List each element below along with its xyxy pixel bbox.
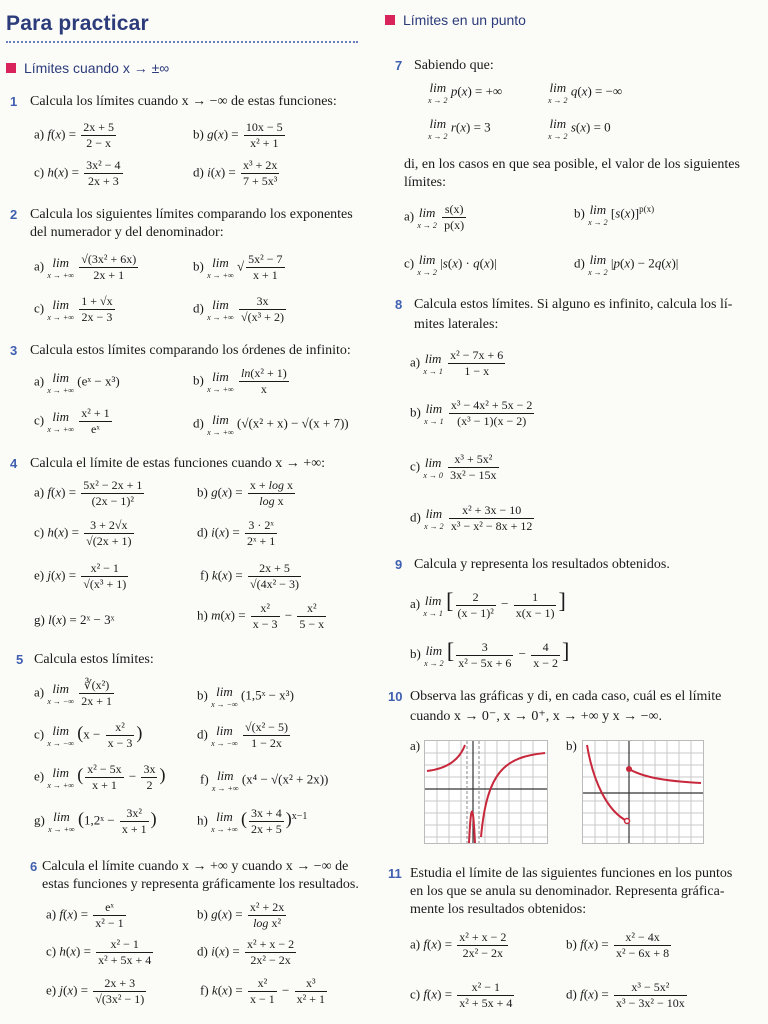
exercise-number: 7 [395,58,403,73]
exercise-1-item-d: d) i(x) = $\frac{\text{x³ + 2x}}{\text{7 + 5x³}}$ [193,158,278,188]
exercise-number: 11 [388,866,402,881]
exercise-8-statement-2: mites laterales: [414,317,499,332]
exercise-11-statement-1: Estudia el límite de las siguientes funciones en los puntos [410,866,733,881]
exercise-2-item-b: b) lim x → +∞ √ $\frac{\text{5x² − 7}}{x + 1}$ [193,252,283,282]
exercise-5-item-f: f) lim x → +∞ (x⁴ − √(x² + 2x)) [200,768,329,793]
exercise-10-statement-1: Observa las gráficas y di, en cada caso, cuál es el límite [410,689,722,704]
exercise-2-item-d: d) lim x → +∞ $\frac{3x}{\text{√(x³ + 2)}}$ [193,294,284,324]
exercise-9-statement: Calcula y representa los resultados obtenidos. [414,557,670,572]
section-limits-point-label: Límites en un punto [403,12,526,28]
exercise-5-item-d: d) lim x → −∞ $\frac{\text{√(x² − 5)}}{1 - 2x}$ [197,720,288,750]
exercise-3-item-b: b) lim x → +∞ $\frac{\text{ln(x² + 1)}}{x}$ [193,366,287,396]
exercise-number: 4 [10,456,18,471]
exercise-3-item-c: c) lim x → +∞ $\frac{\text{x² + 1}}{\text{eˣ}}$ [34,406,110,436]
graph-b [582,740,704,844]
exercise-1-item-b: b) g(x) = $\frac{10x - 5}{\text{x² + 1}}$ [193,120,283,150]
exercise-4-item-c: c) h(x) = $\frac{3 + 2√x}{√(2x + 1)}$ [34,518,132,548]
square-bullet-icon [385,15,395,25]
exercise-5-statement: Calcula estos límites: [34,652,154,667]
exercise-11-item-c: c) f(x) = $\frac{\text{x² − 1}}{\text{x² + 5x + 4}}$ [410,980,513,1010]
graph-a-label: a) [410,738,421,753]
exercise-7-given-4: lim x → 2 s(x) = 0 [548,116,611,141]
exercise-5-item-g: g) lim x → +∞ (1,2ˣ − $\frac{\text{3x²}}{x + 1}$ ) [34,806,157,836]
exercise-5-item-h: h) lim x → +∞ ( $\frac{3x + 4}{2x + 5}$ )$^{x-1}$ [197,806,308,836]
title-divider [6,41,358,43]
exercise-8-item-d: d) lim x → 2 $\frac{\text{x² + 3x − 10}}{\text{x³ − x² − 8x + 12}}$ [410,503,533,533]
exercise-number: 5 [16,652,24,667]
exercise-4-statement: Calcula el límite de estas funciones cuando x → +∞: [30,456,326,471]
exercise-4-item-d: d) i(x) = $\frac{\text{3 · 2ˣ}}{\text{2ˣ + 1}}$ [197,518,276,548]
exercise-7-given-2: lim x → 2 q(x) = −∞ [548,80,623,105]
exercise-11-item-d: d) f(x) = $\frac{\text{x³ − 5x²}}{\text{x³ − 3x² − 10x}}$ [566,980,685,1010]
exercise-7-statement: Sabiendo que: [414,58,494,73]
section-limits-infinity-label: Límites cuando x → ±∞ [24,60,170,76]
exercise-11-statement-3: mente los resultados obtenidos: [410,902,587,917]
exercise-7-given-3: lim x → 2 r(x) = 3 [428,116,491,141]
exercise-6-item-d: d) i(x) = $\frac{\text{x² + x − 2}}{\text{2x² − 2x}}$ [197,937,295,967]
graph-b-closed-point [626,766,632,772]
exercise-7-statement-2: di, en los casos en que sea posible, el valor de los siguientes [404,157,740,172]
exercise-7-statement-3: límites: [404,175,446,190]
exercise-2-statement-1: Calcula los siguientes límites comparando los exponentes [30,207,353,222]
exercise-7-item-c: c) lim x → 2 |s(x) · q(x)| [404,252,497,277]
exercise-7-given-1: lim x → 2 p(x) = +∞ [428,80,503,105]
exercise-9-item-a: a) lim x → 1 [ $\frac{2}{\text{(x − 1)²}}$ − $\frac{1}{x(x - 1)}$ ] [410,588,566,620]
exercise-4-item-g: g) l(x) = 2ˣ − 3ˣ [34,612,115,627]
exercise-6-item-c: c) h(x) = $\frac{\text{x² − 1}}{\text{x² + 5x + 4}}$ [46,937,152,967]
exercise-11-statement-2: en los que se anula su denominador. Representa gráfica- [410,884,725,899]
exercise-2-statement-2: del numerador y del denominador: [30,225,224,240]
exercise-3-item-d: d) lim x → +∞ (√(x² + x) − √(x + 7)) [193,412,349,437]
section-limits-infinity [6,60,169,76]
exercise-8-item-c: c) lim x → 0 $\frac{\text{x³ + 5x²}}{\text{3x² − 15x}}$ [410,452,497,482]
exercise-number: 1 [10,94,18,109]
exercise-number: 9 [395,557,403,572]
exercise-5-item-b: b) lim x → −∞ (1,5ˣ − x³) [197,684,294,709]
exercise-4-item-b: b) g(x) = $\frac{\text{x + log x}}{\text{log x}}$ [197,478,294,508]
exercise-5-item-c: c) lim x → −∞ (x − $\frac{\text{x²}}{x - 3}$ ) [34,720,143,750]
page-title-text: Para practicar [6,12,149,35]
exercise-number: 6 [30,859,38,874]
exercise-6-statement-2: estas funciones y representa gráficamente los resultados. [42,877,359,892]
graph-a [424,740,548,844]
exercise-6-statement-1: Calcula el límite cuando x → +∞ y cuando x → −∞ de [42,859,349,874]
exercise-1-statement: Calcula los límites cuando x → −∞ de estas funciones: [30,94,337,109]
exercise-8-item-a: a) lim x → 1 $\frac{\text{x² − 7x + 6}}{1 - x}$ [410,348,504,378]
exercise-number: 10 [388,689,403,704]
graph-b-open-point [625,819,630,824]
exercise-7-item-a: a) lim x → 2 $\frac{s(x)}{p(x)}$ [404,202,465,232]
exercise-1-item-a: a) f(x) = $\frac{2x + 5}{2 - x}$ [34,120,115,150]
exercise-11-item-a: a) f(x) = $\frac{\text{x² + x − 2}}{\text{2x² − 2x}}$ [410,930,507,960]
exercise-6-item-f: f) k(x) = $\frac{\text{x²}}{x - 1}$ − $\frac{\text{x³}}{\text{x² + 1}}$ [200,976,325,1006]
exercise-3-statement: Calcula estos límites comparando los órdenes de infinito: [30,343,351,358]
exercise-4-item-h: h) m(x) = $\frac{\text{x²}}{x - 3}$ − $\frac{\text{x²}}{5 - x}$ [197,601,325,631]
exercise-10-statement-2: cuando x → 0⁻, x → 0⁺, x → +∞ y x → −∞. [410,709,662,724]
exercise-1-item-c: c) h(x) = $\frac{\text{3x² − 4}}{2x + 3}$ [34,158,121,188]
square-bullet-icon [6,63,16,73]
exercise-number: 2 [10,207,18,222]
graph-a-curve [427,745,545,843]
exercise-9-item-b: b) lim x → 2 [ $\frac{3}{\text{x² − 5x + 6}}$ − $\frac{4}{x - 2}$ ] [410,638,570,670]
exercise-4-item-e: e) j(x) = $\frac{\text{x² − 1}}{\text{√(x³ + 1)}}$ [34,561,127,591]
exercise-number: 8 [395,297,403,312]
exercise-5-item-a: a) lim x → −∞ $\frac{\text{∛(x²)}}{2x + 1}$ [34,678,113,708]
exercise-6-item-e: e) j(x) = $\frac{2x + 3}{\text{√(3x² − 1)}}$ [46,976,145,1006]
exercise-7-item-d: d) lim x → 2 |p(x) − 2q(x)| [574,252,679,277]
exercise-2-item-a: a) lim x → +∞ $\frac{\text{√(3x² + 6x)}}{2x + 1}$ [34,252,137,282]
section-limits-point [385,12,526,28]
exercise-3-item-a: a) lim x → +∞ (eˣ − x³) [34,370,120,395]
exercise-4-item-a: a) f(x) = $\frac{\text{5x² − 2x + 1}}{\text{(2x − 1)²}}$ [34,478,143,508]
exercise-6-item-a: a) f(x) = $\frac{\text{eˣ}}{\text{x² − 1}}$ [46,900,124,930]
graph-b-label: b) [566,738,577,753]
exercise-number: 3 [10,343,18,358]
exercise-2-item-c: c) lim x → +∞ $\frac{1 + √x}{2x - 3}$ [34,294,113,324]
exercise-11-item-b: b) f(x) = $\frac{\text{x² − 4x}}{\text{x² − 6x + 8}}$ [566,930,670,960]
exercise-8-statement-1: Calcula estos límites. Si alguno es infinito, calcula los lí- [414,297,733,312]
graph-b-curve [587,745,701,821]
page-title [6,12,149,36]
exercise-4-item-f: f) k(x) = $\frac{2x + 5}{\text{√(4x² − 3)}}$ [200,561,299,591]
exercise-8-item-b: b) lim x → 1 $\frac{\text{x³ − 4x² + 5x − 2}}{\text{(x³ − 1)(x − 2)}}$ [410,398,533,428]
exercise-7-item-b: b) lim x → 2 $[s(x)]^{p(x)}$ [574,202,655,227]
exercise-6-item-b: b) g(x) = $\frac{\text{x² + 2x}}{\text{log x²}}$ [197,900,285,930]
exercise-5-item-e: e) lim x → +∞ ( $\frac{\text{x² − 5x}}{x + 1}$ − $\frac{3x}{2}$ ) [34,762,166,792]
